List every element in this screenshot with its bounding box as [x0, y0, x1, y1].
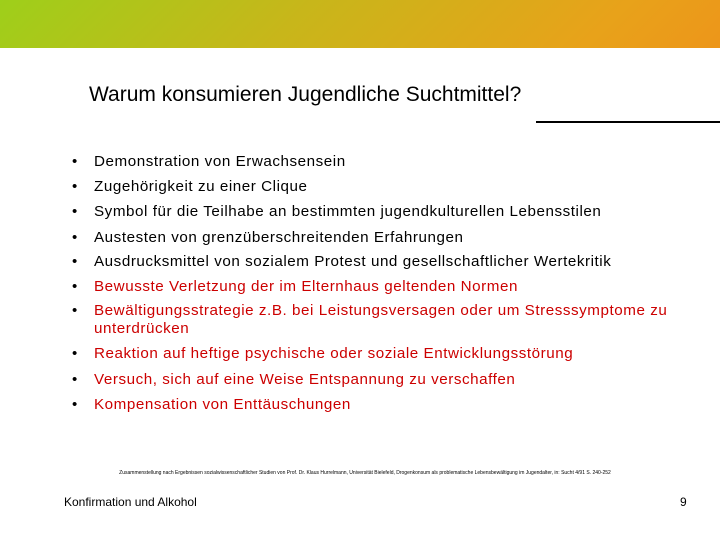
slide-title: Warum konsumieren Jugendliche Suchtmittel?	[89, 83, 522, 106]
bullet-icon: •	[72, 153, 78, 170]
bullet-item: • Austesten von grenzüberschreitenden Erfahrungen	[72, 228, 464, 246]
bullet-item: • Zugehörigkeit zu einer Clique	[72, 178, 308, 196]
bullet-item: • Symbol für die Teilhabe an bestimmten jugendkulturellen Lebensstilen	[72, 203, 602, 221]
bullet-icon: •	[72, 395, 78, 413]
bullet-list	[72, 152, 702, 420]
bullet-icon: •	[72, 252, 78, 270]
bullet-item: • Demonstration von Erwachsensein	[72, 153, 346, 170]
bullet-icon: •	[72, 178, 78, 196]
bullet-item: • Bewusste Verletzung der im Elternhaus geltenden Normen	[72, 277, 518, 295]
title-underline	[536, 121, 720, 123]
bullet-icon: •	[72, 228, 78, 246]
bullet-item: • Reaktion auf heftige psychische oder soziale Entwicklungsstörung	[72, 345, 574, 363]
bullet-item: • Versuch, sich auf eine Weise Entspannung zu verschaffen	[72, 370, 516, 388]
bullet-icon: •	[72, 277, 78, 295]
page-number: 9	[680, 495, 687, 509]
bullet-item: • Ausdrucksmittel von sozialem Protest und gesellschaftlicher Wertekritik	[72, 252, 612, 270]
bullet-item: • Kompensation von Enttäuschungen	[72, 395, 351, 413]
footer-title: Konfirmation und Alkohol	[64, 495, 197, 509]
bullet-icon: •	[72, 345, 78, 363]
bullet-icon: •	[72, 302, 78, 320]
bullet-item: • Bewältigungsstrategie z.B. bei Leistungsversagen oder um Stresssymptome zu unterdrücken	[72, 302, 668, 338]
bullet-icon: •	[72, 370, 78, 388]
bullet-icon: •	[72, 203, 78, 221]
source-note: Zusammenstellung nach Ergebnissen sozialwissenschaftlicher Studien von Prof. Dr. Klaus Hurrelmann, Universität Bielefeld, Drogenkonsum als problematische Lebensbewältigung im Jugendalter, in: Sucht 4/91 S. 240-252	[119, 470, 611, 476]
